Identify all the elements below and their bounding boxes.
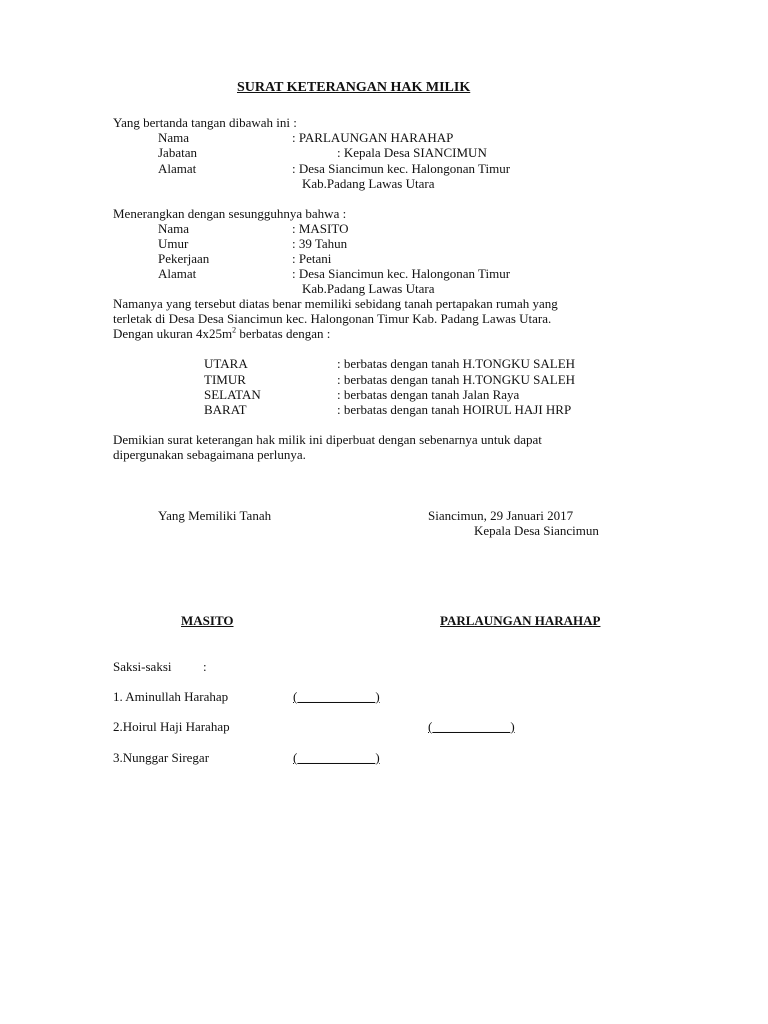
signer-address-label: Alamat [158, 161, 197, 176]
witnesses-label: Saksi-saksi [113, 659, 172, 674]
border-desc: : berbatas dengan tanah HOIRUL HAJI HRP [337, 402, 572, 417]
owner-age-value: : 39 Tahun [292, 236, 348, 251]
declare-text: Menerangkan dengan sesungguhnya bahwa : [113, 206, 347, 221]
closing-line-2: dipergunakan sebagaimana perlunya. [113, 447, 306, 462]
document-title: SURAT KETERANGAN HAK MILIK [237, 80, 471, 95]
border-desc: : berbatas dengan tanah Jalan Raya [337, 387, 520, 402]
head-signature-name: PARLAUNGAN HARAHAP [440, 613, 601, 628]
intro-text: Yang bertanda tangan dibawah ini : [113, 115, 297, 130]
border-dir: BARAT [204, 402, 247, 417]
place-date: Siancimun, 29 Januari 2017 [428, 508, 574, 523]
border-dir: TIMUR [204, 372, 246, 387]
witness-name: 3.Nunggar Siregar [113, 750, 210, 765]
witness-signature-line: (____________) [428, 719, 515, 734]
size-text: Dengan ukuran 4x25m [113, 326, 233, 341]
signer-name-label: Nama [158, 130, 190, 145]
owner-signature-label: Yang Memiliki Tanah [158, 508, 272, 523]
border-dir: SELATAN [204, 387, 261, 402]
paragraph-line-3 [113, 326, 330, 341]
head-signature-label: Kepala Desa Siancimun [474, 523, 599, 538]
owner-age-label: Umur [158, 236, 189, 251]
witness-name: 1. Aminullah Harahap [113, 689, 229, 704]
owner-job-label: Pekerjaan [158, 251, 210, 266]
signer-address-value: : Desa Siancimun kec. Halongonan Timur [292, 161, 511, 176]
signer-address-value-2: Kab.Padang Lawas Utara [302, 176, 435, 191]
size-text-suffix: berbatas dengan : [236, 326, 331, 341]
signer-position-label: Jabatan [158, 145, 197, 160]
border-dir: UTARA [204, 356, 248, 371]
size-superscript: 2 [232, 325, 237, 335]
border-desc: : berbatas dengan tanah H.TONGKU SALEH [337, 356, 576, 371]
border-desc: : berbatas dengan tanah H.TONGKU SALEH [337, 372, 576, 387]
paragraph-line-2: terletak di Desa Desa Siancimun kec. Halongonan Timur Kab. Padang Lawas Utara. [113, 311, 552, 326]
owner-name-label: Nama [158, 221, 190, 236]
closing-line-1: Demikian surat keterangan hak milik ini diperbuat dengan sebenarnya untuk dapat [113, 432, 542, 447]
owner-name-value: : MASITO [292, 221, 349, 236]
witness-signature-line: (____________) [293, 689, 380, 704]
owner-address-label: Alamat [158, 266, 197, 281]
signer-position-value: : Kepala Desa SIANCIMUN [337, 145, 487, 160]
owner-job-value: : Petani [292, 251, 332, 266]
witness-name: 2.Hoirul Haji Harahap [113, 719, 230, 734]
witnesses-colon: : [203, 659, 207, 674]
paragraph-line-1: Namanya yang tersebut diatas benar memiliki sebidang tanah pertapakan rumah yang [113, 296, 558, 311]
owner-address-value: : Desa Siancimun kec. Halongonan Timur [292, 266, 511, 281]
witness-signature-line: (____________) [293, 750, 380, 765]
signer-name-value: : PARLAUNGAN HARAHAP [292, 130, 454, 145]
owner-address-value-2: Kab.Padang Lawas Utara [302, 281, 435, 296]
owner-signature-name: MASITO [181, 613, 234, 628]
